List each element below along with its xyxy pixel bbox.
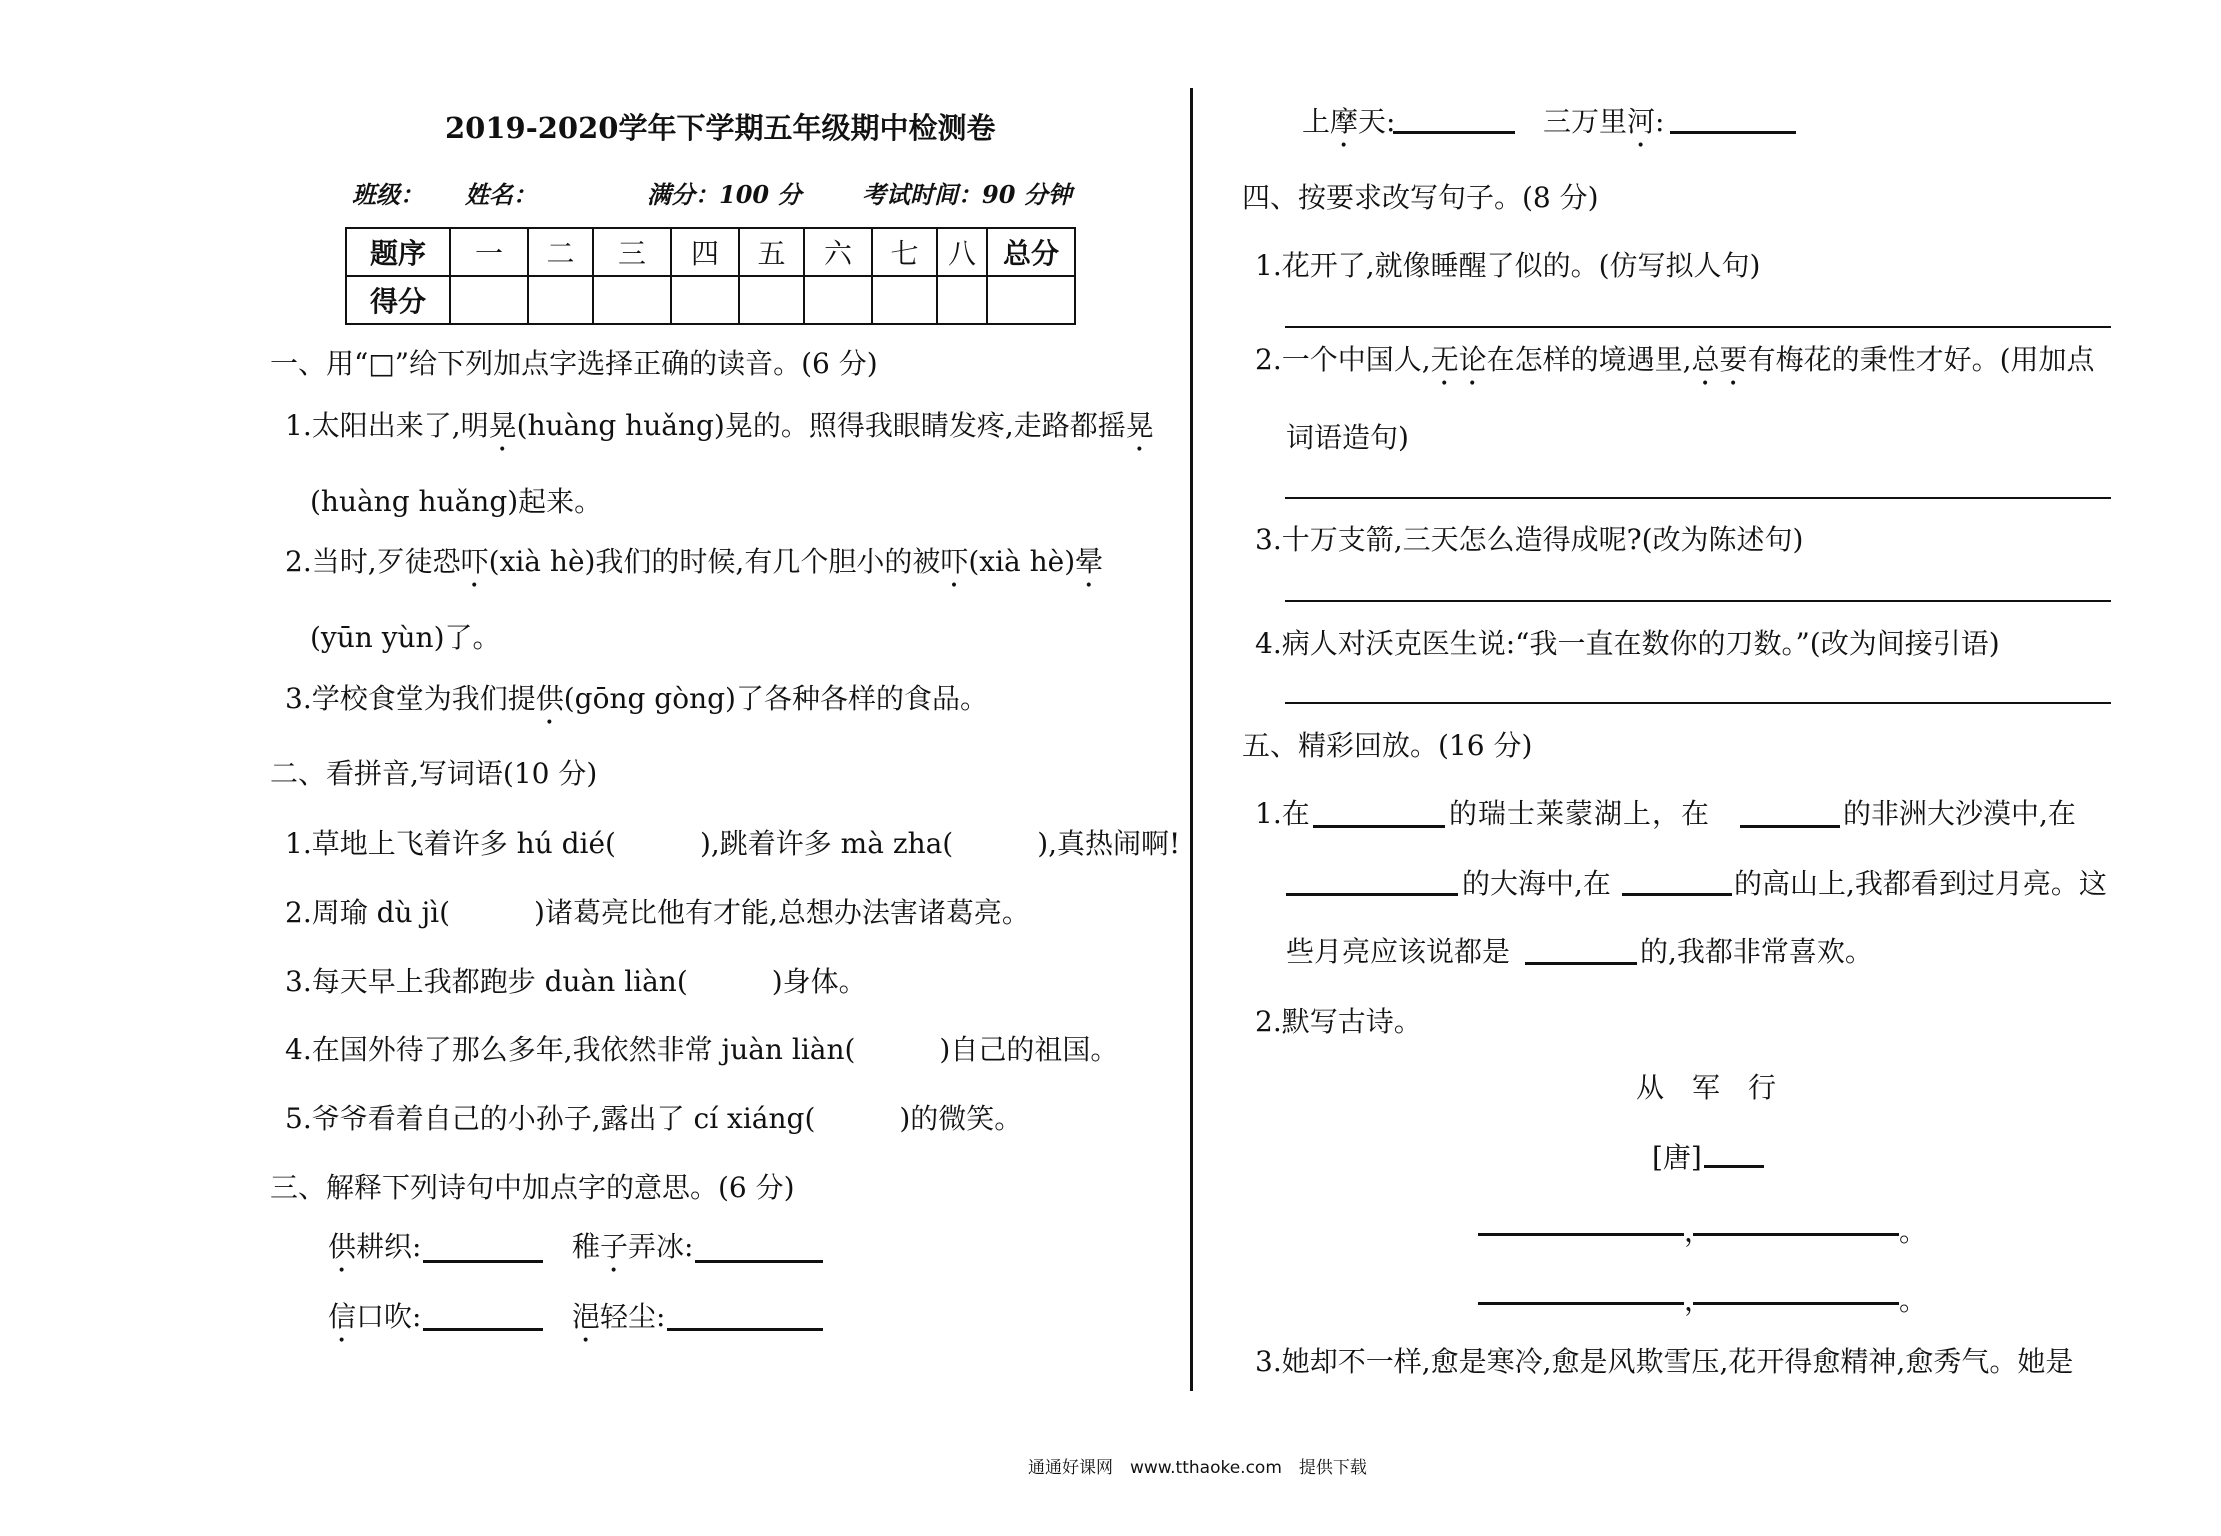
s3-answer-line-3[interactable] [423,1328,543,1331]
score-cell: 七 [872,228,937,276]
exam-title: 2019-2020学年下学期五年级期中检测卷 [445,111,996,145]
section-3-heading: 三、解释下列诗句中加点字的意思。(6 分) [270,1171,795,1204]
score-input-cell[interactable] [872,276,937,324]
s3-answer-line-4[interactable] [667,1328,823,1331]
s3-answer-line-2[interactable] [695,1260,823,1263]
s1-q2-line2: (yūn yùn)了。 [310,621,501,654]
exam-time-label: 考试时间：90 分钟 [862,180,1072,209]
score-input-cell[interactable] [739,276,804,324]
s5-q3: 3.她却不一样,愈是寒冷,愈是风欺雪压,花开得愈精神,愈秀气。她是 [1255,1345,2074,1378]
s1-q3: 3.学校食堂为我们提供(gōng gòng)了各种各样的食品。 [285,682,988,715]
poem-line-2a-blank[interactable] [1478,1302,1684,1305]
s5-q1-blank-3[interactable] [1286,893,1458,896]
s2-q2: 2.周瑜 dù jì( )诸葛亮比他有才能,总想办法害诸葛亮。 [285,896,1030,929]
poem-author-blank[interactable] [1704,1165,1764,1168]
s3-item-6: 三万里河: [1543,105,1665,138]
s2-q3: 3.每天早上我都跑步 duàn liàn( )身体。 [285,965,867,998]
score-input-cell[interactable] [937,276,987,324]
s4-q1-answer-line[interactable] [1285,326,2111,328]
s5-q1-line2-b: 的大海中,在 [1462,867,1611,900]
score-cell: 题序 [346,228,450,276]
section-4-heading: 四、按要求改写句子。(8 分) [1242,181,1599,214]
s2-q1: 1.草地上飞着许多 hú dié( ),跳着许多 mà zha( ),真热闹啊! [285,827,1181,860]
s5-q1-blank-5[interactable] [1525,962,1637,965]
score-cell: 四 [671,228,739,276]
score-cell: 六 [804,228,872,276]
score-input-cell[interactable] [671,276,739,324]
section-2-heading: 二、看拼音,写词语(10 分) [270,757,598,790]
s4-q1: 1.花开了,就像睡醒了似的。(仿写拟人句) [1255,249,1761,282]
score-input-cell[interactable] [528,276,593,324]
score-input-cell[interactable] [593,276,671,324]
score-cell: 得分 [346,276,450,324]
poem-comma-1: ， [1684,1215,1713,1248]
s5-q1-blank-2[interactable] [1740,825,1840,828]
full-score-label: 满分：100 分 [647,180,802,209]
score-input-cell[interactable] [450,276,528,324]
class-label: 班级： [352,180,424,209]
s3-answer-line-5[interactable] [1393,131,1515,134]
name-label: 姓名： [465,180,537,209]
poem-dynasty: [唐] [1652,1141,1702,1174]
score-cell: 二 [528,228,593,276]
footer-source: 通通好课网 www.tthaoke.com 提供下载 [1028,1458,1367,1478]
score-table-score-row [346,276,1075,324]
score-input-cell[interactable] [987,276,1075,324]
section-1-heading: 一、用“□”给下列加点字选择正确的读音。(6 分) [270,347,878,380]
s3-answer-line-6[interactable] [1670,131,1796,134]
poem-period-1: 。 [1899,1215,1928,1248]
s5-q2: 2.默写古诗。 [1255,1005,1422,1038]
poem-line-1b-blank[interactable] [1693,1233,1899,1236]
score-table [345,227,1076,325]
s5-q1-line1-a: 1.在 [1255,797,1310,830]
s5-q1-line3-b: 的,我都非常喜欢。 [1640,935,1873,968]
s5-q1-line2-c: 的高山上,我都看到过月亮。这 [1734,867,2107,900]
s3-item-1: 供耕织: [328,1230,422,1263]
s2-q5: 5.爷爷看着自己的小孙子,露出了 cí xiáng( )的微笑。 [285,1102,1023,1135]
s5-q1-blank-1[interactable] [1313,825,1445,828]
score-cell: 总分 [987,228,1075,276]
s3-answer-line-1[interactable] [423,1260,543,1263]
s3-item-4: 浥轻尘: [572,1300,666,1333]
s4-q4: 4.病人对沃克医生说:“我一直在数你的刀数。”(改为间接引语) [1255,627,2000,660]
column-divider [1190,88,1193,1391]
s5-q1-blank-4[interactable] [1622,893,1732,896]
s2-q4: 4.在国外待了那么多年,我依然非常 juàn liàn( )自己的祖国。 [285,1033,1119,1066]
s5-q1-line1-c: 的非洲大沙漠中,在 [1843,797,2076,830]
score-cell: 一 [450,228,528,276]
score-input-cell[interactable] [804,276,872,324]
poem-line-2b-blank[interactable] [1693,1302,1899,1305]
section-5-heading: 五、精彩回放。(16 分) [1242,729,1533,762]
s1-q1-line1: 1.太阳出来了,明晃(huàng huǎng)晃的。照得我眼睛发疼,走路都摇晃 [285,409,1154,442]
score-cell: 五 [739,228,804,276]
s1-q2-line1: 2.当时,歹徒恐吓(xià hè)我们的时候,有几个胆小的被吓(xià hè)晕 [285,545,1104,578]
s3-item-5: 上摩天: [1302,105,1396,138]
s5-q1-line1-b: 的瑞士莱蒙湖上，在 [1449,797,1711,830]
s3-item-3: 信口吹: [328,1300,422,1333]
poem-period-2: 。 [1899,1284,1928,1317]
score-cell: 三 [593,228,671,276]
s4-q2-line1: 2.一个中国人,无论在怎样的境遇里,总要有梅花的秉性才好。(用加点 [1255,343,2095,376]
score-table-header-row [346,228,1075,276]
score-cell: 八 [937,228,987,276]
poem-comma-2: ， [1684,1284,1713,1317]
s4-q4-answer-line[interactable] [1285,702,2111,704]
poem-title: 从 军 行 [1636,1071,1777,1104]
s4-q2-line2: 词语造句) [1286,421,1409,454]
s3-item-2: 稚子弄冰: [572,1230,694,1263]
s5-q1-line3-a: 些月亮应该说都是 [1286,935,1511,968]
s1-q1-line2: (huàng huǎng)起来。 [310,485,603,518]
s4-q3-answer-line[interactable] [1285,600,2111,602]
s4-q2-answer-line[interactable] [1285,497,2111,499]
s4-q3: 3.十万支箭,三天怎么造得成呢?(改为陈述句) [1255,523,1804,556]
poem-line-1a-blank[interactable] [1478,1233,1684,1236]
